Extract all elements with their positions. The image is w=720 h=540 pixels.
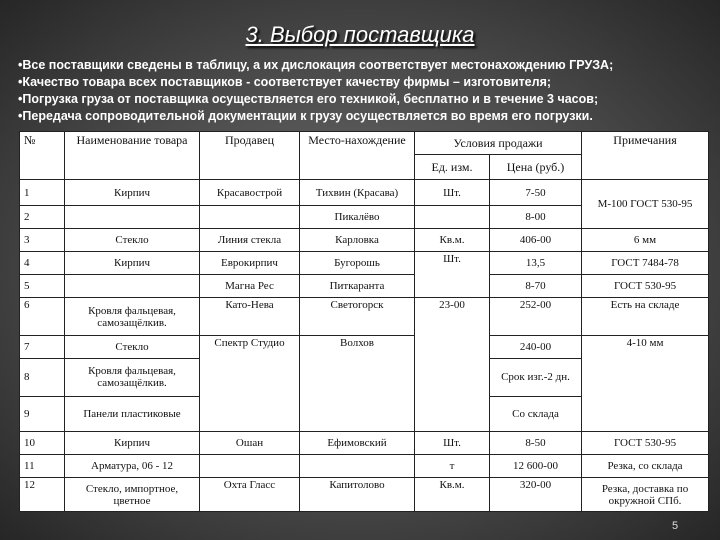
table-row [20,455,709,478]
cell-num: 5 [20,275,65,298]
cell-num: 3 [20,229,65,252]
table-row [20,298,709,336]
header-notes: Примечания [582,132,709,180]
cell-price: 8-50 [490,432,582,455]
cell-seller: Ошан [200,432,300,455]
cell-seller: Спектр Студио [200,336,300,432]
cell-notes: Резка, со склада [582,455,709,478]
table-row [20,275,709,298]
cell-location [300,455,415,478]
cell-price: 8-70 [490,275,582,298]
table-row [20,432,709,455]
slide-title: 3. Выбор поставщика [245,22,475,47]
header-seller: Продавец [200,132,300,180]
suppliers-table [19,131,709,512]
cell-num: 7 [20,336,65,359]
cell-price: Срок изг.-2 дн. [490,359,582,397]
header-price: Цена (руб.) [490,155,582,180]
cell-seller [200,206,300,229]
cell-unit [415,206,490,229]
cell-product: Кирпич [65,432,200,455]
bullet-list [18,57,708,125]
page-number: 5 [672,520,679,532]
cell-product: Арматура, 06 - 12 [65,455,200,478]
cell-product: Панели пластиковые [65,396,200,432]
cell-seller: Красавострой [200,180,300,206]
cell-location: Капитолово [300,478,415,512]
cell-location: Ефимовский [300,432,415,455]
cell-num: 1 [20,180,65,206]
cell-seller: Магна Рес [200,275,300,298]
cell-num: 2 [20,206,65,229]
cell-price: 12 600-00 [490,455,582,478]
cell-num: 11 [20,455,65,478]
header-unit: Ед. изм. [415,155,490,180]
header-product: Наименование товара [65,132,200,180]
header-terms: Условия продажи [415,132,582,155]
table-row [20,478,709,512]
cell-location: Пикалёво [300,206,415,229]
cell-num: 10 [20,432,65,455]
bullet-item: • Передача сопроводительной документации к грузу осуществляется во время его погрузки. [18,108,708,125]
cell-location: Бугорошь [300,252,415,275]
cell-unit: Кв.м. [415,229,490,252]
cell-unit: Шт. [415,432,490,455]
cell-num: 4 [20,252,65,275]
cell-notes: 6 мм [582,229,709,252]
cell-price: 252-00 [490,298,582,336]
bullet-item: • Погрузка груза от поставщика осуществляется его техникой, бесплатно и в течение 3 часов; [18,91,708,108]
cell-price: 320-00 [490,478,582,512]
cell-location: Карловка [300,229,415,252]
cell-unit: 23-00 [415,298,490,432]
cell-product: Кирпич [65,180,200,206]
cell-notes: М-100 ГОСТ 530-95 [582,180,709,229]
table-row [20,252,709,275]
cell-product: Кровля фальцевая, самозащёлкив. [65,359,200,397]
cell-product: Кирпич [65,252,200,275]
cell-product: Кровля фальцевая, самозащёлкив. [65,298,200,336]
cell-unit: Кв.м. [415,478,490,512]
cell-notes: Резка, доставка по окружной СПб. [582,478,709,512]
cell-num: 8 [20,359,65,397]
header-location: Место-нахождение [300,132,415,180]
cell-notes: ГОСТ 530-95 [582,275,709,298]
bullet-item: • Все поставщики сведены в таблицу, а их дислокация соответствует местонахождению ГРУЗА; [18,57,708,74]
cell-location: Питкаранта [300,275,415,298]
cell-price: 240-00 [490,336,582,359]
cell-num: 9 [20,396,65,432]
cell-seller: Като-Нева [200,298,300,336]
table-header-row [20,132,709,155]
cell-notes: Есть на складе [582,298,709,336]
cell-product [65,275,200,298]
table-row [20,229,709,252]
cell-seller [200,455,300,478]
cell-unit: Шт. [415,180,490,206]
header-num: № [20,132,65,180]
cell-seller: Охта Гласс [200,478,300,512]
cell-location: Тихвин (Красава) [300,180,415,206]
cell-product: Стекло [65,229,200,252]
table-row [20,180,709,206]
bullet-item: • Качество товара всех поставщиков - соответствует качеству фирмы – изготовителя; [18,74,708,91]
cell-seller: Линия стекла [200,229,300,252]
cell-num: 12 [20,478,65,512]
cell-location: Волхов [300,336,415,432]
cell-price: 406-00 [490,229,582,252]
cell-location: Светогорск [300,298,415,336]
cell-unit: т [415,455,490,478]
cell-seller: Еврокирпич [200,252,300,275]
cell-notes: ГОСТ 7484-78 [582,252,709,275]
cell-price: 7-50 [490,180,582,206]
cell-product: Стекло [65,336,200,359]
cell-price: 13,5 [490,252,582,275]
cell-notes: ГОСТ 530-95 [582,432,709,455]
cell-product [65,206,200,229]
cell-product: Стекло, импортное, цветное [65,478,200,512]
cell-price: 8-00 [490,206,582,229]
cell-notes: 4-10 мм [582,336,709,432]
cell-price: Со склада [490,396,582,432]
table-row [20,336,709,359]
cell-num: 6 [20,298,65,336]
cell-unit: Шт. [415,252,490,298]
